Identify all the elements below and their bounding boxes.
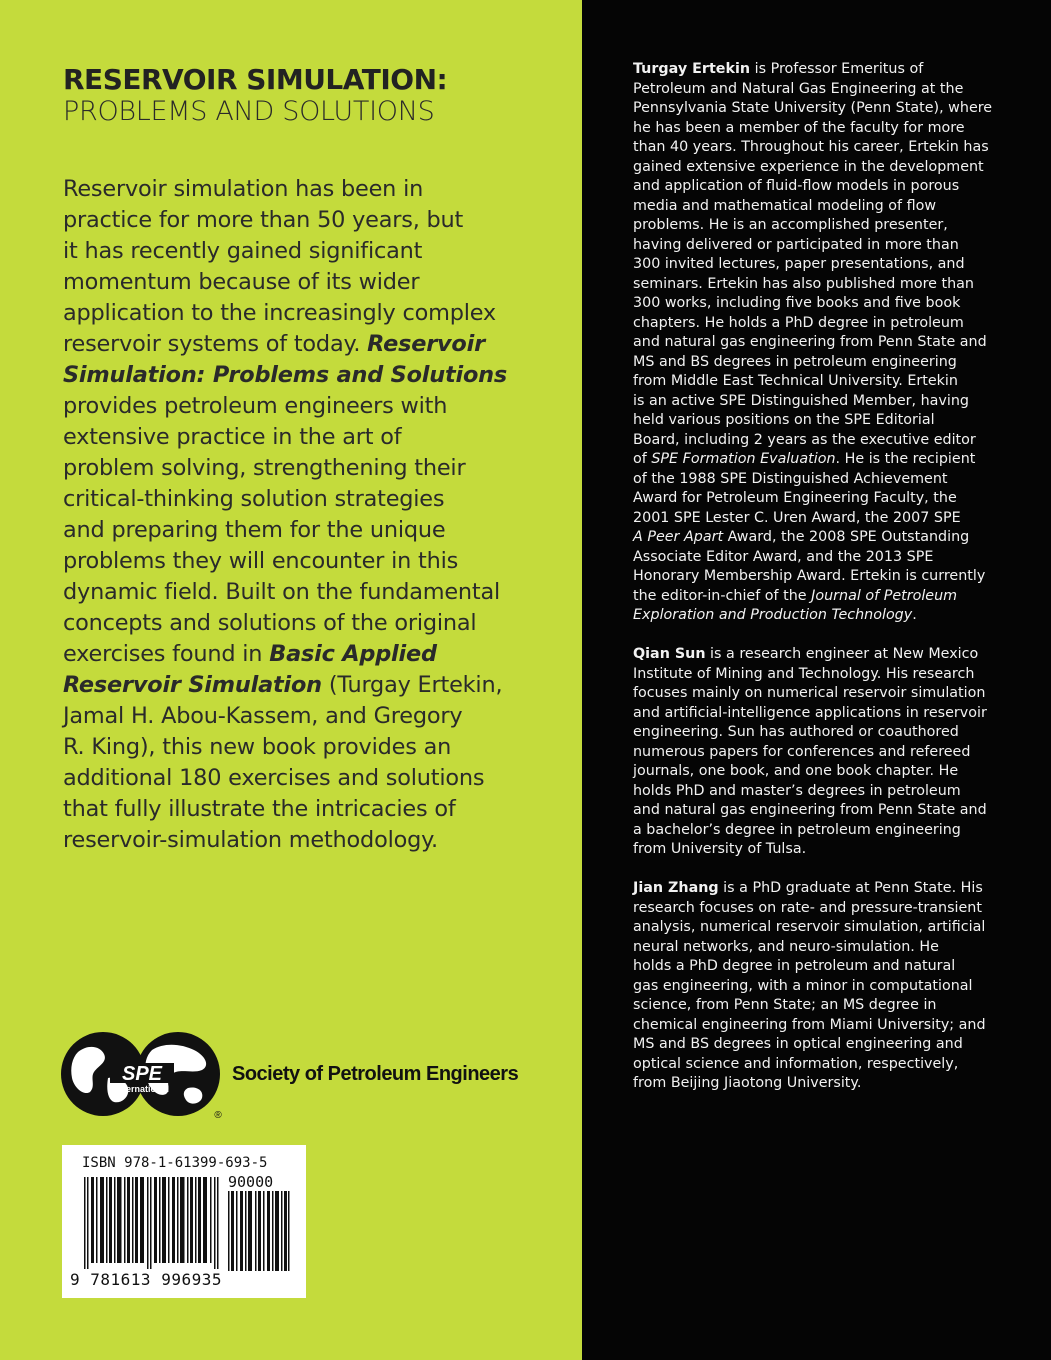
- bio-line: having delivered or participated in more than: [633, 236, 959, 253]
- blurb-line: momentum because of its wider: [63, 269, 420, 295]
- bio-line: from Middle East Technical University. Ertekin: [633, 373, 958, 389]
- bio-line: Honorary Membership Award. Ertekin is currently: [633, 568, 986, 584]
- bio-line: Associate Editor Award, and the 2013 SPE: [633, 548, 934, 565]
- bio-line: Board, including 2 years as the executive editor: [633, 431, 976, 448]
- bio-line: problems. He is an accomplished presenter,: [633, 217, 948, 233]
- bio-line: Petroleum and Natural Gas Engineering at the: [633, 80, 964, 97]
- bio-line: he has been a member of the faculty for more: [633, 119, 965, 136]
- bio-line: optical science and information, respectively,: [633, 1055, 959, 1072]
- bio-text: the editor-in-chief of the: [633, 587, 812, 604]
- bio-line: and natural gas engineering from Penn State and: [633, 802, 987, 818]
- bio-line: chemical engineering from Miami University; and: [633, 1016, 986, 1033]
- blurb-line: additional 180 exercises and solutions: [63, 765, 485, 791]
- blurb-book-title-emphasis: Reservoir: [367, 331, 485, 357]
- book-title: RESERVOIR SIMULATION:: [63, 63, 448, 96]
- blurb-line: extensive practice in the art of: [63, 424, 402, 450]
- blurb-reference-title-emphasis: Reservoir Simulation: [63, 672, 322, 698]
- blurb-line: [63, 329, 533, 360]
- bio-line: MS and BS degrees in petroleum engineering: [633, 353, 957, 370]
- bio-text: of: [633, 451, 652, 467]
- bio-text: is a PhD graduate at Penn State. His: [718, 880, 983, 896]
- journal-title: SPE Formation Evaluation: [651, 451, 836, 467]
- bio-line: 300 works, including five books and five book: [633, 295, 961, 311]
- blurb-line: [63, 670, 533, 701]
- bio-line: Pennsylvania State University (Penn State), where: [633, 100, 993, 116]
- award-title: A Peer Apart: [633, 529, 724, 545]
- bio-line: numerous papers for conferences and refereed: [633, 743, 971, 760]
- bio-line: [633, 645, 1003, 665]
- blurb-line: and preparing them for the unique: [63, 517, 446, 543]
- barcode-addon-digits: 90000: [228, 1173, 274, 1191]
- blurb-line: problems they will encounter in this: [63, 548, 459, 574]
- blurb-book-title-emphasis: Simulation: Problems and Solutions: [63, 362, 508, 388]
- bio-line: journals, one book, and one book chapter. He: [633, 763, 959, 779]
- ean-digits: 9 781613 996935: [70, 1270, 222, 1289]
- bio-line: 300 invited lectures, paper presentations, and: [633, 256, 965, 272]
- bio-line: [633, 60, 1003, 80]
- author-name: Qian Sun: [633, 646, 706, 662]
- blurb-line: Jamal H. Abou-Kassem, and Gregory: [63, 703, 463, 729]
- barcode-addon-bars: [228, 1191, 290, 1271]
- bio-line: a bachelor’s degree in petroleum engineering: [633, 821, 961, 838]
- isbn-number: ISBN 978-1-61399-693-5: [82, 1155, 268, 1171]
- blurb-line: critical-thinking solution strategies: [63, 486, 445, 512]
- bio-line: than 40 years. Throughout his career, Ertekin has: [633, 139, 989, 155]
- blurb-line: [63, 639, 533, 670]
- blurb-text: exercises found in: [63, 641, 270, 667]
- bio-line: science, from Penn State; an MS degree in: [633, 997, 937, 1013]
- book-subtitle: PROBLEMS AND SOLUTIONS: [63, 96, 435, 127]
- registered-mark: ®: [214, 1110, 222, 1120]
- bio-line: and natural gas engineering from Penn State and: [633, 334, 987, 350]
- bio-line: focuses mainly on numerical reservoir simulation: [633, 685, 986, 701]
- blurb-line: application to the increasingly complex: [63, 300, 496, 326]
- bio-line: 2001 SPE Lester C. Uren Award, the 2007 SPE: [633, 509, 961, 526]
- blurb-line: R. King), this new book provides an: [63, 734, 452, 760]
- bio-line: and artificial-intelligence applications in reservoir: [633, 704, 987, 721]
- bio-line: [633, 587, 1003, 607]
- bio-line: [633, 606, 1003, 626]
- blurb-line: it has recently gained significant: [63, 238, 423, 264]
- bio-zhang: [633, 879, 1003, 1094]
- bio-line: held various positions on the SPE Editorial: [633, 412, 935, 428]
- bio-line: [633, 528, 1003, 548]
- logo-spe-text: SPE: [121, 1063, 163, 1085]
- bio-line: gas engineering, with a minor in computational: [633, 977, 973, 994]
- bio-line: chapters. He holds a PhD degree in petroleum: [633, 314, 964, 331]
- bio-line: and application of fluid-flow models in porous: [633, 178, 960, 194]
- bio-line: Award for Petroleum Engineering Faculty, the: [633, 490, 957, 506]
- bio-line: of the 1988 SPE Distinguished Achievement: [633, 470, 948, 487]
- bio-line: Institute of Mining and Technology. His research: [633, 665, 975, 682]
- blurb-text: reservoir systems of today.: [63, 331, 368, 357]
- blurb-reference-title-emphasis: Basic Applied: [269, 641, 437, 667]
- bio-line: neural networks, and neuro-simulation. He: [633, 938, 939, 955]
- bio-line: gained extensive experience in the development: [633, 158, 984, 175]
- barcode-box: [62, 1145, 306, 1298]
- bio-line: media and mathematical modeling of flow: [633, 197, 937, 214]
- bio-line: from Beijing Jiaotong University.: [633, 1075, 862, 1091]
- bio-text: is Professor Emeritus of: [750, 61, 924, 77]
- bio-line: holds a PhD degree in petroleum and natural: [633, 958, 956, 974]
- blurb-line: provides petroleum engineers with: [63, 393, 448, 419]
- bio-text: .: [912, 607, 917, 623]
- blurb-line: that fully illustrate the intricacies of: [63, 796, 456, 822]
- bio-line: from University of Tulsa.: [633, 841, 807, 857]
- blurb-line: reservoir-simulation methodology.: [63, 827, 438, 853]
- author-bios: [633, 60, 1003, 1113]
- bio-line: MS and BS degrees in optical engineering and: [633, 1036, 963, 1052]
- barcode-bars: [84, 1177, 219, 1269]
- bio-line: analysis, numerical reservoir simulation, artificial: [633, 919, 986, 935]
- blurb-line: problem solving, strengthening their: [63, 455, 466, 481]
- blurb-text: (Turgay Ertekin,: [321, 672, 503, 698]
- bio-text: . He is the recipient: [835, 451, 976, 467]
- book-description: [63, 174, 533, 856]
- logo-international-text: International: [114, 1084, 170, 1094]
- bio-line: is an active SPE Distinguished Member, having: [633, 392, 969, 409]
- bio-line: [633, 879, 1003, 899]
- journal-title: Exploration and Production Technology: [633, 607, 913, 623]
- blurb-line: practice for more than 50 years, but: [63, 207, 464, 233]
- blurb-line: Reservoir simulation has been in: [63, 176, 424, 202]
- bio-line: holds PhD and master’s degrees in petroleum: [633, 782, 961, 799]
- bio-sun: [633, 645, 1003, 860]
- bio-line: engineering. Sun has authored or coauthored: [633, 724, 959, 740]
- spe-logo: [60, 1030, 225, 1120]
- author-name: Jian Zhang: [633, 880, 719, 896]
- bio-ertekin: [633, 60, 1003, 626]
- blurb-line: dynamic field. Built on the fundamental: [63, 579, 501, 605]
- bio-line: seminars. Ertekin has also published more than: [633, 275, 974, 292]
- bio-line: research focuses on rate- and pressure-transient: [633, 899, 982, 916]
- publisher-name: Society of Petroleum Engineers: [232, 1063, 519, 1085]
- bio-line: [633, 450, 1003, 470]
- bio-text: Award, the 2008 SPE Outstanding: [723, 529, 970, 545]
- blurb-line: concepts and solutions of the original: [63, 610, 477, 636]
- journal-title: Journal of Petroleum: [811, 587, 958, 604]
- bio-text: is a research engineer at New Mexico: [705, 646, 979, 662]
- author-name: Turgay Ertekin: [633, 61, 751, 77]
